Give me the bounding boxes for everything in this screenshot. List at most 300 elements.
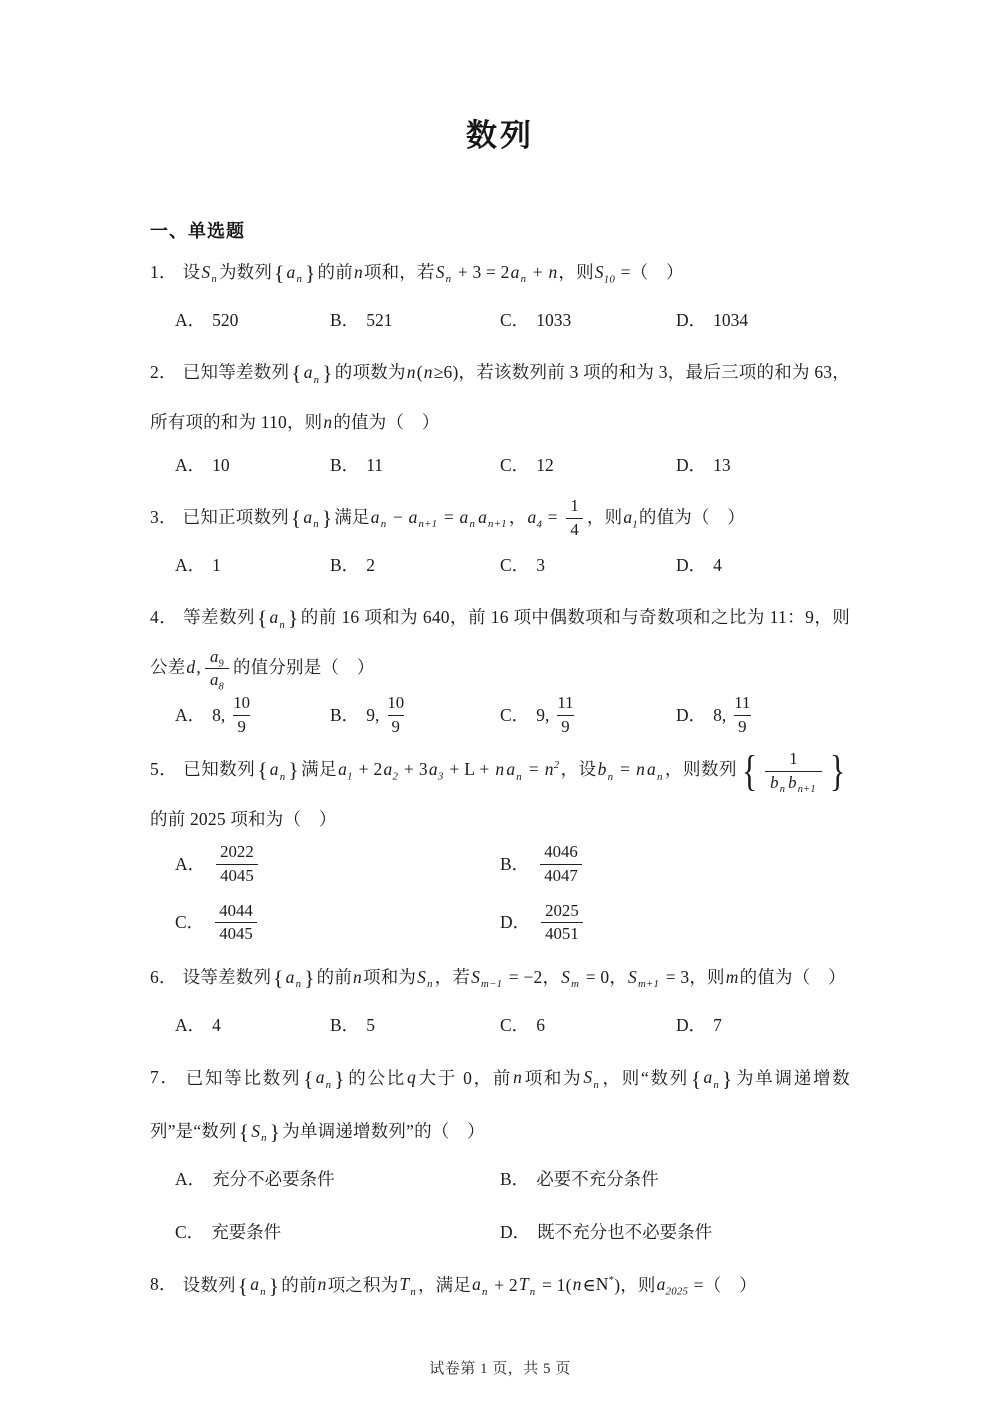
- option-content: [212, 545, 221, 586]
- text-run: =（ ）: [616, 261, 684, 282]
- option-A: [175, 692, 330, 738]
- option-label: D．: [676, 704, 707, 725]
- left-brace: {: [741, 746, 758, 795]
- option-content: [536, 1005, 545, 1046]
- text-run: 为数列: [218, 261, 273, 282]
- question-4: [150, 592, 850, 738]
- option-label: A．: [175, 454, 206, 475]
- math-variable: $S_n$: [583, 1067, 599, 1091]
- option-content: [536, 841, 586, 887]
- question-number: 1．: [150, 261, 177, 282]
- left-brace: {: [238, 1119, 250, 1144]
- question-3: [150, 492, 850, 586]
- options: [150, 1159, 850, 1253]
- option-label: B．: [330, 704, 360, 725]
- options: [150, 1005, 850, 1046]
- option-B: [500, 841, 850, 887]
- text-run: 520: [212, 310, 239, 331]
- text-run: 的前: [317, 261, 353, 282]
- option-C: [175, 900, 500, 946]
- text-run: 的值为（ ）: [739, 966, 846, 987]
- fraction: [216, 841, 258, 887]
- math-variable: $a_2$: [383, 759, 399, 783]
- option-content: [713, 692, 758, 738]
- text-run: 设: [182, 261, 201, 282]
- brace-group: [256, 758, 299, 783]
- right-brace: }: [829, 746, 846, 795]
- text-run: ，则“数列: [600, 1067, 690, 1088]
- text-run: 充要条件: [211, 1222, 282, 1243]
- text-run: 项和为: [523, 1067, 583, 1088]
- text-run: + 3 = 2: [453, 261, 510, 282]
- math-variable: $a_9$: [209, 646, 224, 669]
- text-run: 为单调递增数列”的（ ）: [282, 1120, 485, 1141]
- text-run: 必要不充分条件: [536, 1169, 659, 1190]
- math-variable: $a_n$: [315, 1067, 332, 1091]
- math-variable: $S_n$: [435, 261, 452, 286]
- math-variable: $a_n$: [472, 1274, 488, 1298]
- text-run: 4045: [220, 866, 254, 886]
- text-run: ，: [508, 506, 527, 527]
- right-brace: }: [288, 758, 299, 783]
- text-run: 设等差数列: [182, 966, 272, 987]
- right-brace: }: [269, 1119, 281, 1144]
- question-stem: [150, 744, 850, 841]
- question-stem: [150, 952, 850, 1005]
- option-label: D．: [676, 310, 707, 331]
- fraction: [205, 646, 229, 692]
- math-variable: $a_n$: [286, 261, 303, 286]
- option-label: D．: [500, 912, 531, 933]
- math-variable: $a_4$: [527, 506, 543, 531]
- option-A: [175, 445, 330, 486]
- text-run: ∈: [582, 1274, 596, 1295]
- math-variable: n: [572, 1274, 582, 1295]
- text-run: 2022: [220, 842, 254, 862]
- fraction: [765, 748, 822, 794]
- math-variable: $a_n$: [303, 362, 320, 386]
- option-label: B．: [330, 555, 360, 576]
- math-variable: $S_{m+1}$: [628, 966, 660, 991]
- option-D: [676, 692, 850, 738]
- math-variable: $b_n$: [770, 772, 786, 795]
- question-number: 3．: [150, 506, 177, 527]
- math-variable: $a_n$: [647, 759, 663, 783]
- right-brace: }: [304, 966, 315, 991]
- option-content: [366, 545, 375, 586]
- right-brace: }: [321, 505, 333, 530]
- options: [150, 692, 850, 738]
- question-number: 7．: [150, 1067, 180, 1088]
- option-content: [366, 1005, 375, 1046]
- option-B: [330, 300, 500, 341]
- brace-group: [238, 1119, 281, 1145]
- fraction: [229, 692, 254, 738]
- math-variable: $S_{m-1}$: [471, 966, 503, 991]
- text-run: ，则: [586, 506, 623, 527]
- option-B: [500, 1159, 850, 1200]
- text-run: 9: [237, 716, 246, 736]
- text-run: 的项数为: [334, 362, 406, 383]
- math-variable: $a_8$: [209, 670, 224, 693]
- option-content: [537, 1212, 712, 1253]
- option-content: [713, 545, 722, 586]
- text-run: 1: [789, 748, 798, 768]
- text-run: 项和，若: [363, 261, 435, 282]
- text-run: 满足: [334, 506, 370, 527]
- option-C: [175, 1212, 500, 1253]
- option-label: C．: [500, 555, 530, 576]
- text-run: 为单调递增数列”是“数列: [150, 1067, 850, 1141]
- option-content: [212, 841, 262, 887]
- option-D: [676, 1005, 850, 1046]
- option-A: [175, 545, 330, 586]
- text-run: 10: [387, 692, 405, 712]
- option-C: [500, 1005, 676, 1046]
- text-run: 10: [233, 692, 251, 712]
- fraction: [730, 692, 754, 738]
- option-D: [500, 1212, 850, 1253]
- brace-group: [290, 361, 333, 386]
- option-B: [330, 692, 500, 738]
- left-brace: {: [691, 1066, 702, 1091]
- option-label: C．: [500, 704, 530, 725]
- option-content: [366, 300, 392, 341]
- option-label: A．: [175, 853, 206, 874]
- text-run: 的值为（ ）: [638, 506, 746, 527]
- option-content: [211, 900, 261, 946]
- text-run: 1033: [536, 310, 572, 331]
- text-run: (: [416, 362, 423, 383]
- option-D: [500, 900, 850, 946]
- question-1: [150, 247, 850, 341]
- text-run: 11: [734, 692, 751, 712]
- question-stem: [150, 1053, 850, 1160]
- fraction: [541, 900, 583, 946]
- question-2: [150, 347, 850, 485]
- option-label: B．: [500, 853, 530, 874]
- questions: [150, 247, 850, 1315]
- math-variable: n: [495, 759, 505, 780]
- text-run: 已知正项数列: [182, 506, 289, 527]
- text-run: 12: [536, 454, 554, 475]
- text-run: = 1(: [537, 1274, 572, 1295]
- option-A: [175, 841, 500, 887]
- math-variable: $a_n$: [269, 759, 286, 783]
- text-run: +: [528, 261, 548, 282]
- text-run: 9: [561, 716, 570, 736]
- option-content: [536, 1159, 659, 1200]
- option-content: [536, 545, 545, 586]
- option-label: B．: [500, 1169, 530, 1190]
- text-run: 已知等差数列: [182, 362, 290, 383]
- math-variable: n: [317, 1274, 327, 1295]
- math-variable: n: [353, 966, 362, 987]
- text-run: 6: [536, 1015, 545, 1036]
- left-brace: {: [303, 1066, 314, 1091]
- math-variable: $a_{n+1}$: [478, 506, 507, 531]
- text-run: 4044: [219, 900, 253, 920]
- option-D: [676, 545, 850, 586]
- question-number: 2．: [150, 362, 177, 383]
- text-run: 已知等比数列: [185, 1067, 302, 1088]
- fraction: [553, 692, 577, 738]
- option-content: [536, 692, 581, 738]
- left-brace: {: [291, 361, 302, 386]
- question-stem: [150, 1260, 850, 1313]
- math-variable: n: [323, 411, 333, 432]
- text-run: 项之积为: [327, 1274, 399, 1295]
- options: [150, 841, 850, 946]
- right-brace: }: [268, 1273, 280, 1298]
- text-run: 11: [557, 692, 574, 712]
- option-content: [212, 1159, 335, 1200]
- text-run: 3: [536, 555, 545, 576]
- math-variable: n: [406, 362, 416, 383]
- option-content: [366, 445, 383, 486]
- option-content: [211, 1212, 281, 1253]
- option-label: A．: [175, 704, 206, 725]
- right-brace: }: [322, 361, 333, 386]
- option-B: [330, 1005, 500, 1046]
- text-run: 大于 0，前: [416, 1067, 513, 1088]
- left-brace: {: [273, 966, 284, 991]
- text-run: 4051: [545, 924, 579, 944]
- options: [150, 300, 850, 341]
- math-variable: $a_3$: [428, 759, 444, 783]
- option-label: C．: [500, 454, 530, 475]
- math-variable: $T_n$: [399, 1274, 416, 1298]
- text-run: 5: [366, 1015, 375, 1036]
- left-brace: {: [257, 606, 268, 631]
- text-run: 的前 2025 项和为（ ）: [150, 808, 337, 829]
- text-run: 11: [366, 454, 384, 475]
- text-run: + 2: [489, 1274, 518, 1295]
- text-run: 既不充分也不必要条件: [537, 1222, 713, 1243]
- question-number: 8．: [150, 1274, 177, 1295]
- question-number: 5．: [150, 759, 178, 780]
- text-run: = −2，: [504, 966, 561, 987]
- option-content: [212, 445, 230, 486]
- text-run: 项和为: [363, 966, 417, 987]
- text-run: 的前: [316, 966, 353, 987]
- text-run: ,: [196, 656, 201, 677]
- math-variable: $S_n$: [417, 966, 433, 991]
- question-number: 4．: [150, 607, 178, 628]
- math-variable: $S_{10}$: [594, 261, 615, 286]
- math-variable: q: [407, 1067, 416, 1088]
- text-run: + L +: [444, 759, 495, 780]
- option-label: C．: [500, 1015, 530, 1036]
- text-run: ，设: [560, 759, 597, 780]
- text-run: 9,: [536, 704, 550, 725]
- option-label: C．: [175, 912, 205, 933]
- text-run: 的前 16 项和为 640，前 16 项中偶数项和与奇数项和之比为 11：9，则公差: [150, 607, 850, 677]
- text-run: =: [439, 506, 459, 527]
- left-brace: {: [290, 505, 302, 530]
- math-variable: $a_n$: [370, 506, 387, 531]
- text-run: 4: [212, 1015, 221, 1036]
- section-heading: 一、单选题: [150, 221, 245, 241]
- option-A: [175, 1005, 330, 1046]
- math-variable: n: [548, 261, 558, 282]
- text-run: = 3，则: [661, 966, 725, 987]
- right-brace: }: [722, 1066, 733, 1091]
- right-brace: }: [288, 606, 299, 631]
- question-stem: [150, 247, 850, 300]
- text-run: 充分不必要条件: [212, 1169, 335, 1190]
- question-8: [150, 1260, 850, 1313]
- math-variable: $a_n$: [510, 261, 527, 286]
- text-run: 的前: [281, 1274, 317, 1295]
- text-run: 等差数列: [183, 607, 255, 628]
- math-variable: $a_1$: [338, 759, 353, 783]
- right-brace: }: [334, 1066, 345, 1091]
- option-A: [175, 300, 330, 341]
- text-run: 13: [713, 454, 731, 475]
- text-run: −: [388, 506, 408, 527]
- text-run: ，则: [558, 261, 594, 282]
- text-run: =: [543, 506, 563, 527]
- option-label: C．: [500, 310, 530, 331]
- math-variable: $a_n$: [459, 506, 476, 531]
- question-stem: [150, 492, 850, 545]
- text-run: 8,: [713, 704, 727, 725]
- text-run: 7: [713, 1015, 722, 1036]
- math-variable: $S_n$: [201, 261, 217, 286]
- math-variable: m: [725, 966, 739, 987]
- option-content: [536, 300, 571, 341]
- text-run: )，则: [614, 1274, 656, 1295]
- text-run: 8,: [212, 704, 226, 725]
- option-content: [212, 692, 258, 738]
- text-run: 设数列: [182, 1274, 236, 1295]
- text-run: 10: [212, 454, 230, 475]
- math-variable: d: [186, 656, 196, 677]
- brace-group: [290, 505, 333, 531]
- option-D: [676, 445, 850, 486]
- text-run: 1: [570, 496, 579, 516]
- brace-group: [302, 1066, 345, 1091]
- text-run: =: [615, 759, 636, 780]
- options: [150, 445, 850, 486]
- math-variable: $T_n$: [518, 1274, 536, 1298]
- question-stem: [150, 592, 850, 692]
- math-variable: $S_n$: [251, 1120, 267, 1145]
- question-6: [150, 952, 850, 1046]
- text-run: 9: [391, 716, 400, 736]
- math-variable: $a_n$: [303, 506, 319, 531]
- option-C: [500, 692, 676, 738]
- text-run: 4045: [219, 924, 253, 944]
- math-variable: $b_n$: [597, 759, 614, 783]
- option-C: [500, 545, 676, 586]
- math-variable: $S_m$: [561, 966, 580, 991]
- math-variable: $a_n$: [703, 1067, 720, 1091]
- text-run: 4: [570, 520, 579, 540]
- option-label: D．: [500, 1222, 531, 1243]
- text-run: 1034: [713, 310, 749, 331]
- text-run: 1: [212, 555, 221, 576]
- brace-group: [273, 261, 316, 286]
- text-run: 的值为（ ）: [333, 411, 440, 432]
- option-C: [500, 300, 676, 341]
- option-label: B．: [330, 310, 360, 331]
- option-content: [537, 900, 587, 946]
- option-D: [676, 300, 850, 341]
- option-label: D．: [676, 454, 707, 475]
- right-brace: }: [305, 261, 316, 285]
- text-run: 满足: [300, 759, 338, 780]
- math-variable: n: [513, 1067, 523, 1088]
- text-run: =（ ）: [689, 1274, 757, 1295]
- option-content: [536, 445, 554, 486]
- text-run: 2025: [545, 900, 579, 920]
- math-variable: $a_1$: [623, 506, 638, 531]
- left-brace: {: [257, 758, 268, 783]
- text-run: 9,: [366, 704, 380, 725]
- text-run: 4: [713, 555, 722, 576]
- fraction: [566, 495, 583, 541]
- option-B: [330, 545, 500, 586]
- text-run: 的公比: [346, 1067, 407, 1088]
- text-run: 9: [738, 716, 747, 736]
- left-brace: {: [237, 1273, 249, 1298]
- option-content: [713, 1005, 722, 1046]
- option-content: [212, 300, 238, 341]
- brace-group: [256, 606, 299, 631]
- text-run: ，若: [434, 966, 471, 987]
- fraction: [215, 900, 257, 946]
- math-variable: $a_n$: [250, 1274, 266, 1298]
- option-label: A．: [175, 555, 206, 576]
- math-variable: $b_{n+1}$: [788, 772, 816, 795]
- text-run: 2: [366, 555, 375, 576]
- page-footer: 试卷第 1 页，共 5 页: [429, 1361, 571, 1377]
- left-brace: {: [274, 261, 285, 285]
- option-content: [366, 692, 412, 738]
- option-label: A．: [175, 310, 206, 331]
- text-run: ，满足: [417, 1274, 472, 1295]
- text-run: + 2: [353, 759, 383, 780]
- math-variable: n: [636, 759, 646, 780]
- brace-group: [237, 1273, 280, 1298]
- option-label: B．: [330, 1015, 360, 1036]
- option-A: [175, 1159, 500, 1200]
- text-run: N*: [595, 1274, 615, 1295]
- brace-group: [690, 1066, 733, 1091]
- options: [150, 545, 850, 586]
- fraction: [383, 692, 408, 738]
- option-C: [500, 445, 676, 486]
- math-variable: $n^2$: [544, 759, 560, 780]
- option-B: [330, 445, 500, 486]
- question-5: [150, 744, 850, 946]
- math-variable: $a_n$: [506, 759, 522, 783]
- option-label: A．: [175, 1169, 206, 1190]
- math-variable: $a_n$: [269, 607, 286, 631]
- page-title: 数列: [466, 118, 534, 153]
- option-label: A．: [175, 1015, 206, 1036]
- math-variable: n: [353, 261, 363, 282]
- option-content: [212, 1005, 221, 1046]
- option-label: D．: [676, 555, 707, 576]
- option-content: [713, 300, 748, 341]
- option-content: [713, 445, 731, 486]
- brace-group: [738, 748, 849, 794]
- math-variable: n: [423, 362, 433, 383]
- fraction: [540, 841, 582, 887]
